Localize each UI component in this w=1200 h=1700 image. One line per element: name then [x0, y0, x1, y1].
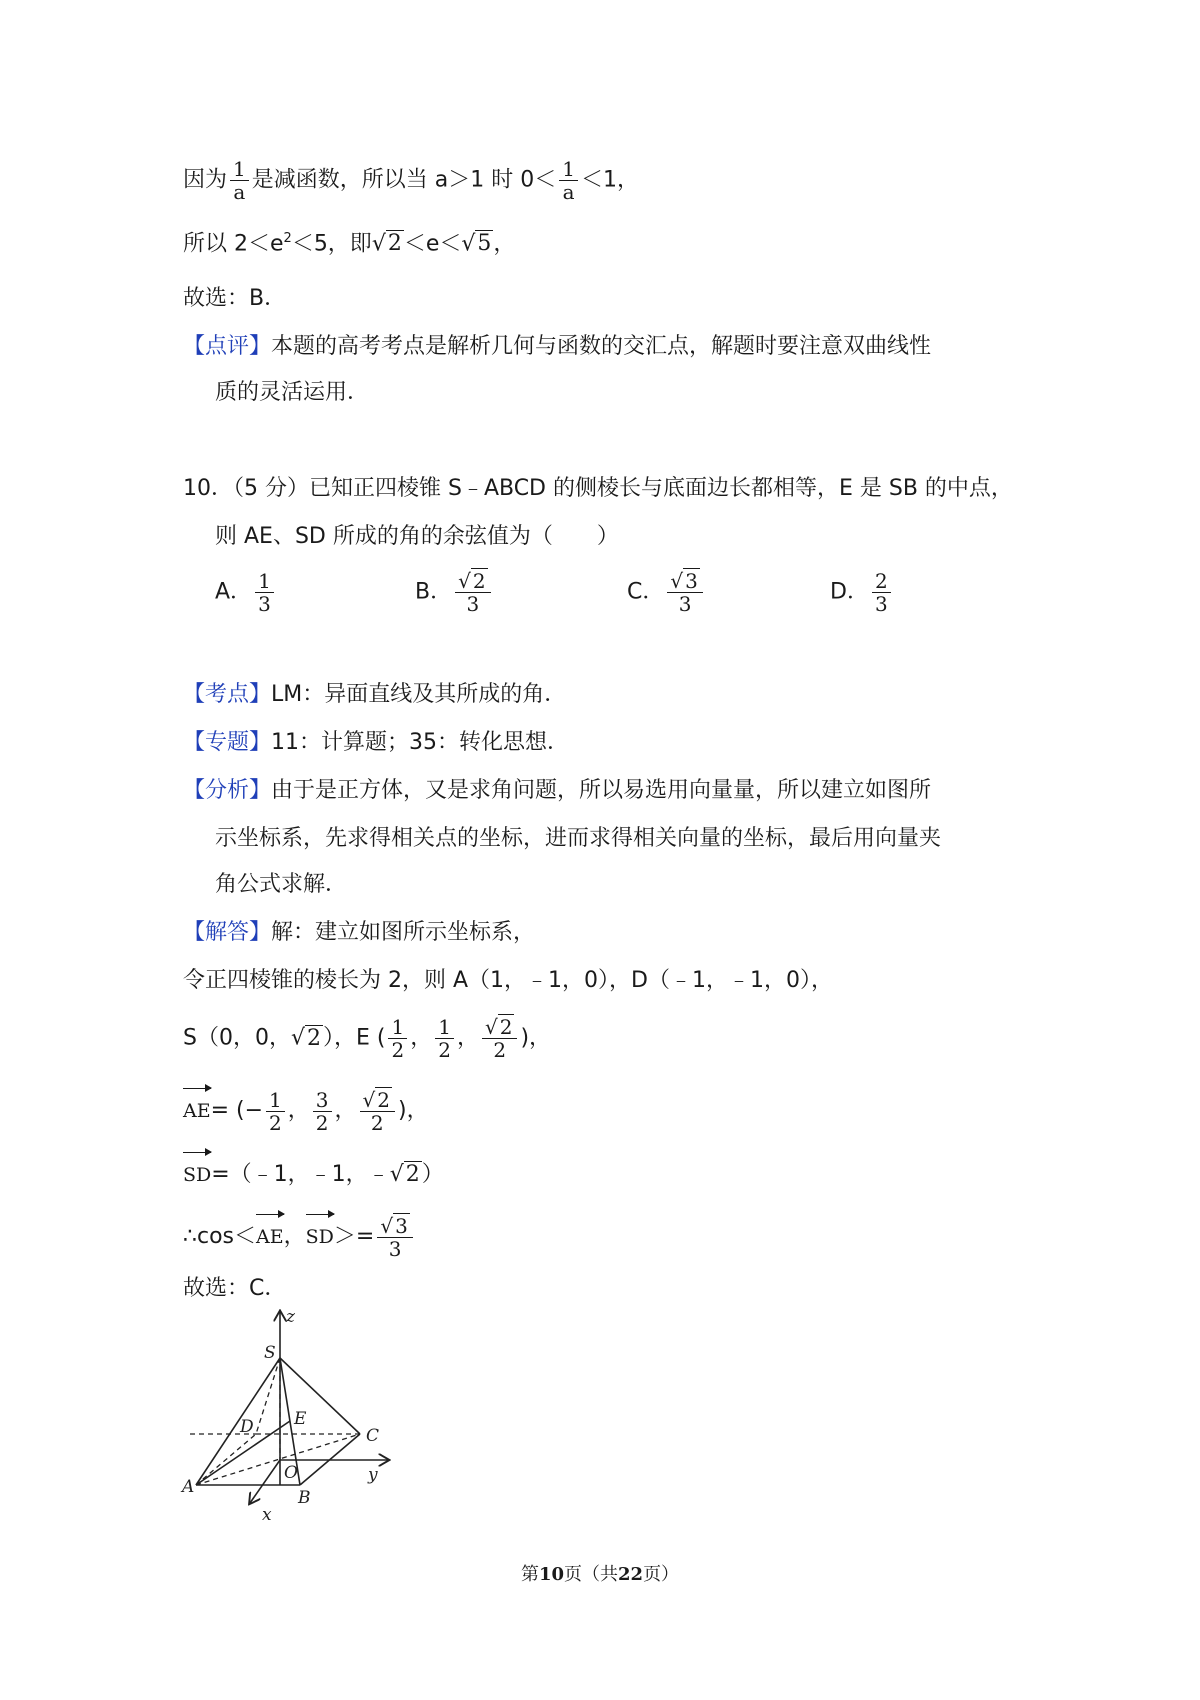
- sol9-line2: 所以 $2<e^2<5$，即√2＜e＜√5，: [183, 231, 516, 257]
- label-y: y: [368, 1465, 378, 1485]
- label-s: S: [264, 1343, 276, 1363]
- sol9-answer: 故选：B．: [183, 286, 287, 311]
- sol9-comment-line2: 质的灵活运用．: [215, 380, 370, 405]
- q10-fenxi-line1: 【分析】由于是正方体，又是求角问题，所以易选用向量量，所以建立如图所: [183, 778, 932, 803]
- q10-stem-line1: 10．（5 分）已知正四棱锥 S﹣ABCD 的侧棱长与底面边长都相等，E 是 SB 的中点，: [183, 476, 1013, 501]
- label-x: x: [262, 1505, 272, 1525]
- sqrt-5: √5: [461, 231, 492, 257]
- sol9-line1: [183, 158, 639, 203]
- text: 是减函数，所以当 a＞1 时 0＜: [251, 167, 557, 193]
- label-z: z: [286, 1307, 295, 1327]
- edge-ad: [196, 1434, 256, 1485]
- edge-sa: [196, 1358, 280, 1485]
- label-e: E: [294, 1409, 307, 1429]
- page-number: 10: [538, 1564, 564, 1585]
- q10-jieda-line2: 令正四棱锥的棱长为 2，则 A（1，﹣1，0），D（﹣1，﹣1，0），: [183, 968, 833, 993]
- q10-fenxi-line2: 示坐标系，先求得相关点的坐标，进而求得相关向量的坐标，最后用向量夹: [215, 826, 942, 851]
- comment-tag: 【点评】: [183, 334, 272, 359]
- edge-sd: [256, 1358, 280, 1434]
- label-a: A: [182, 1477, 195, 1497]
- q10-zhuanti: 【专题】11：计算题；35：转化思想．: [183, 730, 570, 755]
- edge-sc: [280, 1358, 360, 1434]
- q10-fenxi-line3: 角公式求解．: [215, 872, 348, 897]
- q10-stem-line2: 则 AE、SD 所成的角的余弦值为（ ）: [215, 524, 619, 549]
- label-o: O: [284, 1463, 298, 1483]
- total-pages: 22: [618, 1564, 644, 1585]
- option-a[interactable]: A． $\frac{1}{3}$: [215, 570, 277, 615]
- q10-jieda-line1: 【解答】解：建立如图所示坐标系，: [183, 920, 536, 945]
- text: 因为: [183, 167, 228, 193]
- pyramid-figure: [180, 1300, 420, 1530]
- q10-answer: 故选：C．: [183, 1276, 287, 1301]
- q10-kaodian: 【考点】LM：异面直线及其所成的角．: [183, 682, 567, 707]
- label-b: B: [298, 1488, 311, 1508]
- coords-s-e: S（0，0，√2），E ( $\frac{1}{2}$ ， $\frac{1}{2}$ ， $\frac{√ 2}{2}$ )，: [183, 1015, 552, 1062]
- vector-sd: SD=（﹣1，﹣1，﹣√2）: [183, 1150, 444, 1192]
- x-axis: [250, 1460, 280, 1503]
- label-c: C: [366, 1426, 380, 1446]
- option-c[interactable]: C． $\frac{√ 3}{3}$: [627, 570, 706, 615]
- fraction-1-over-a: $\frac{1}{a}$: [230, 158, 249, 203]
- fraction-1-over-a: $\frac{1}{a}$: [559, 158, 578, 203]
- page-footer: 第10页（共22页）: [520, 1564, 680, 1585]
- label-d: D: [240, 1417, 254, 1437]
- option-b[interactable]: B． $\frac{√ 2}{3}$: [415, 570, 494, 615]
- text: ＜1，: [580, 167, 639, 193]
- sqrt-2: √2: [371, 231, 402, 257]
- option-d[interactable]: D． $\frac{2}{3}$: [830, 570, 894, 615]
- cos-result: ∴cos＜AE，SD＞= $\frac{√ 3}{3}$: [183, 1212, 416, 1260]
- vector-ae: AE= (− $\frac{1}{2}$ ， $\frac{3}{2}$ ， $\frac{√ 2}{2}$ )，: [183, 1087, 429, 1135]
- q10-options: [215, 570, 1015, 630]
- sol9-comment-line1: 【点评】本题的高考考点是解析几何与函数的交汇点，解题时要注意双曲线性: [183, 334, 932, 359]
